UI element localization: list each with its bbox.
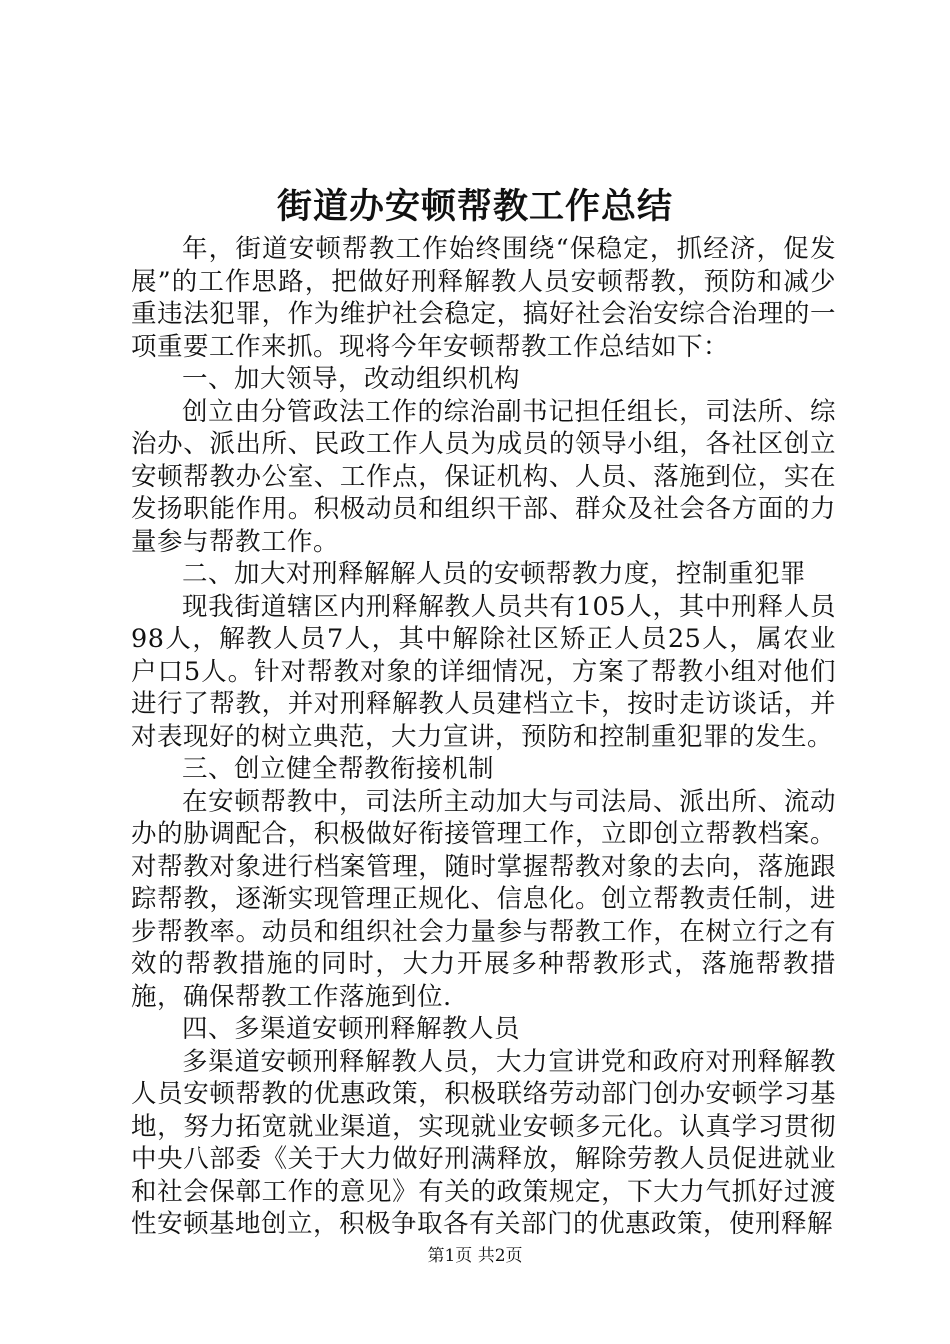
section-paragraph-2: 现我街道辖区内刑释解教人员共有105人，其中刑释人员98人，解教人员7人，其中解除社区矫正人员25人，属农业户口5人。针对帮教对象的详细情况，方案了帮教小组对他们进行了帮教，并对刑释解教人员建档立卡，按时走访谈话，并对表现好的树立典范，大力宣讲，预防和控制重犯罪的发生。	[131, 591, 836, 752]
section-paragraph-1: 创立由分管政法工作的综治副书记担任组长，司法所、综治办、派出所、民政工作人员为成员的领导小组，各社区创立安顿帮教办公室、工作点，保证机构、人员、落施到位，实在发扬职能作用。积极动员和组织干部、群众及社会各方面的力量参与帮教工作。	[131, 396, 836, 557]
section-heading-1: 一、加大领导，改动组织机构	[182, 364, 521, 394]
document-title: 街道办安顿帮教工作总结	[276, 186, 673, 227]
intro-paragraph: 年，街道安顿帮教工作始终围绕“保稳定，抓经济，促发展”的工作思路，把做好刑释解教人员安顿帮教，预防和减少重违法犯罪，作为维护社会稳定，搞好社会治安综合治理的一项重要工作来抓。现将今年安顿帮教工作总结如下：	[131, 234, 836, 362]
section-heading-4: 四、多渠道安顿刑释解教人员	[182, 1014, 521, 1044]
page-number-footer: 第1页 共2页	[427, 1246, 523, 1266]
document-body	[131, 233, 836, 1241]
section-heading-3: 三、创立健全帮教衔接机制	[182, 754, 495, 784]
section-heading-2: 二、加大对刑释解解人员的安顿帮教力度，控制重犯罪	[182, 559, 807, 589]
section-paragraph-3: 在安顿帮教中，司法所主动加大与司法局、派出所、流动办的胁调配合，积极做好衔接管理工作，立即创立帮教档案。对帮教对象进行档案管理，随时掌握帮教对象的去向，落施跟踪帮教，逐渐实现管理正规化、信息化。创立帮教责任制，进步帮教率。动员和组织社会力量参与帮教工作，在树立行之有效的帮教措施的同时，大力开展多种帮教形式，落施帮教措施，确保帮教工作落施到位.	[131, 786, 836, 1012]
section-paragraph-4: 多渠道安顿刑释解教人员，大力宣讲党和政府对刑释解教人员安顿帮教的优惠政策，积极联络劳动部门创办安顿学习基地，努力拓宽就业渠道，实现就业安顿多元化。认真学习贯彻中央八部委《关于大力做好刑满释放，解除劳教人员促进就业和社会保鄣工作的意见》有关的政策规定，下大力气抓好过渡性安顿基地创立，积极争取各有关部门的优惠政策，使刑释解	[131, 1046, 836, 1239]
